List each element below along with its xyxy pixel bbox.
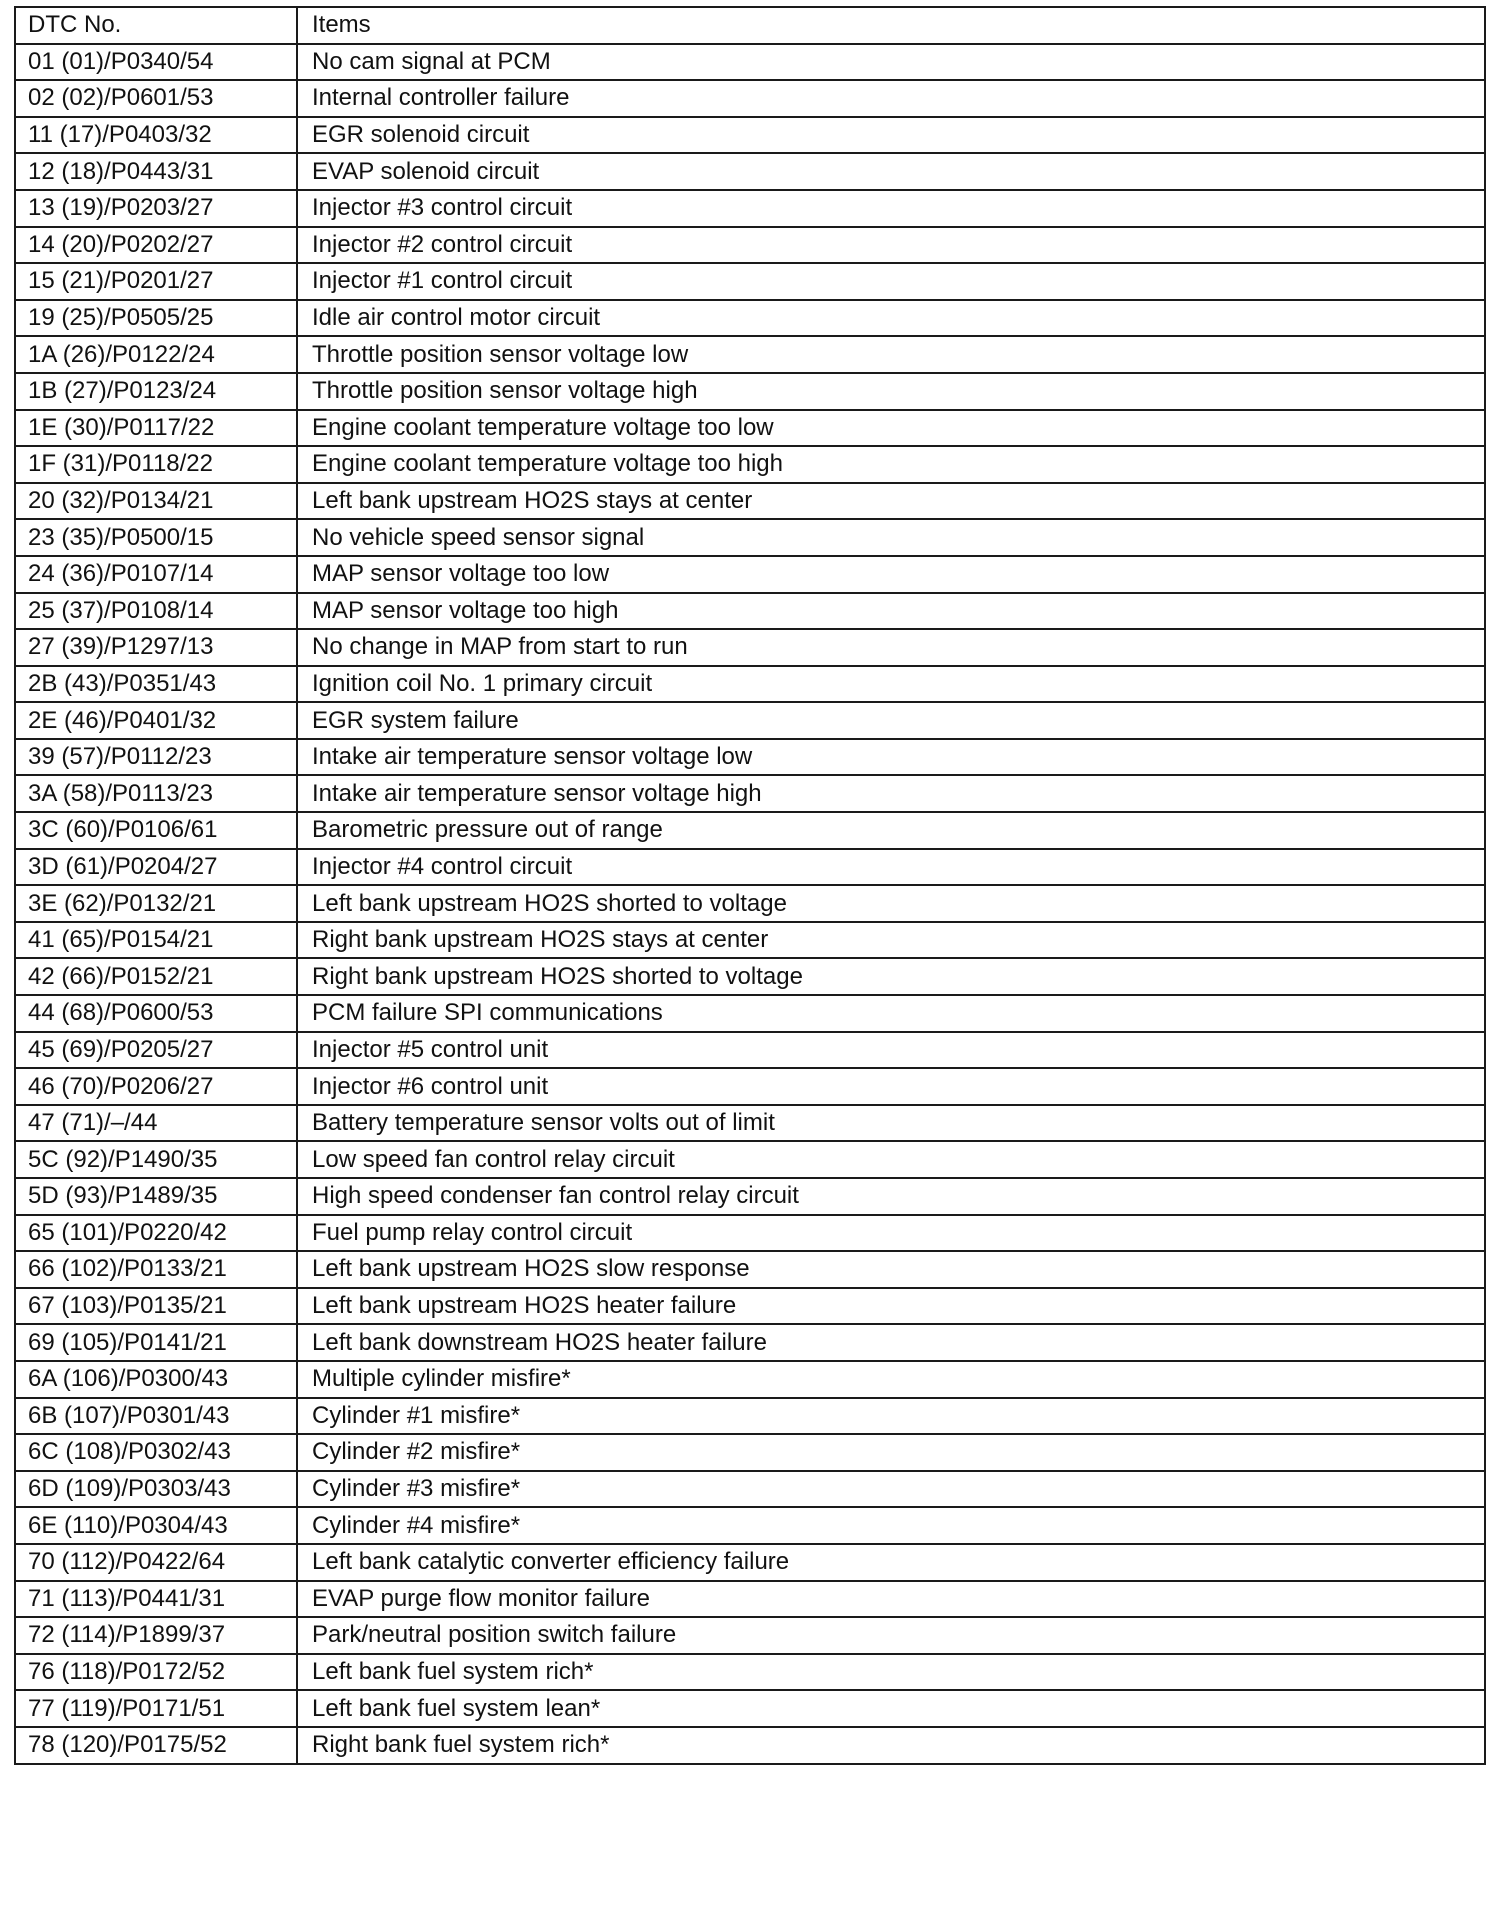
dtc-code-cell: 3C (60)/P0106/61	[15, 812, 297, 849]
dtc-item-cell: Low speed fan control relay circuit	[297, 1141, 1485, 1178]
dtc-code-cell: 42 (66)/P0152/21	[15, 958, 297, 995]
table-row	[15, 117, 1485, 154]
dtc-item-cell: Left bank catalytic converter efficiency failure	[297, 1544, 1485, 1581]
table-row	[15, 849, 1485, 886]
dtc-item-cell: EGR solenoid circuit	[297, 117, 1485, 154]
dtc-item-cell: EVAP solenoid circuit	[297, 153, 1485, 190]
table-row	[15, 739, 1485, 776]
table-row	[15, 885, 1485, 922]
dtc-code-cell: 65 (101)/P0220/42	[15, 1215, 297, 1252]
dtc-item-cell: Left bank downstream HO2S heater failure	[297, 1324, 1485, 1361]
dtc-code-cell: 13 (19)/P0203/27	[15, 190, 297, 227]
dtc-code-cell: 6E (110)/P0304/43	[15, 1507, 297, 1544]
dtc-item-cell: Ignition coil No. 1 primary circuit	[297, 666, 1485, 703]
dtc-code-cell: 24 (36)/P0107/14	[15, 556, 297, 593]
dtc-code-cell: 23 (35)/P0500/15	[15, 519, 297, 556]
dtc-item-cell: Right bank fuel system rich*	[297, 1727, 1485, 1764]
dtc-code-cell: 69 (105)/P0141/21	[15, 1324, 297, 1361]
dtc-item-cell: Right bank upstream HO2S shorted to voltage	[297, 958, 1485, 995]
table-header-row	[15, 7, 1485, 44]
dtc-item-cell: Throttle position sensor voltage high	[297, 373, 1485, 410]
dtc-code-cell: 12 (18)/P0443/31	[15, 153, 297, 190]
table-row	[15, 1727, 1485, 1764]
table-row	[15, 812, 1485, 849]
dtc-code-cell: 1B (27)/P0123/24	[15, 373, 297, 410]
dtc-code-cell: 2E (46)/P0401/32	[15, 702, 297, 739]
table-row	[15, 1617, 1485, 1654]
dtc-code-cell: 5C (92)/P1490/35	[15, 1141, 297, 1178]
dtc-code-cell: 44 (68)/P0600/53	[15, 995, 297, 1032]
table-row	[15, 1507, 1485, 1544]
dtc-code-cell: 1F (31)/P0118/22	[15, 446, 297, 483]
table-row	[15, 1581, 1485, 1618]
dtc-code-cell: 25 (37)/P0108/14	[15, 593, 297, 630]
header-dtc-no: DTC No.	[15, 7, 297, 44]
table-row	[15, 1361, 1485, 1398]
dtc-item-cell: No cam signal at PCM	[297, 44, 1485, 81]
dtc-code-cell: 77 (119)/P0171/51	[15, 1690, 297, 1727]
dtc-item-cell: Injector #4 control circuit	[297, 849, 1485, 886]
table-row	[15, 995, 1485, 1032]
table-row	[15, 446, 1485, 483]
dtc-item-cell: Left bank upstream HO2S slow response	[297, 1251, 1485, 1288]
table-row	[15, 1434, 1485, 1471]
dtc-item-cell: Left bank fuel system rich*	[297, 1654, 1485, 1691]
dtc-code-cell: 2B (43)/P0351/43	[15, 666, 297, 703]
dtc-code-cell: 15 (21)/P0201/27	[15, 263, 297, 300]
table-row	[15, 1215, 1485, 1252]
table-row	[15, 153, 1485, 190]
dtc-code-cell: 39 (57)/P0112/23	[15, 739, 297, 776]
dtc-code-cell: 19 (25)/P0505/25	[15, 300, 297, 337]
dtc-code-cell: 6D (109)/P0303/43	[15, 1471, 297, 1508]
dtc-item-cell: Cylinder #3 misfire*	[297, 1471, 1485, 1508]
table-row	[15, 1068, 1485, 1105]
dtc-item-cell: Left bank upstream HO2S stays at center	[297, 483, 1485, 520]
dtc-code-cell: 3A (58)/P0113/23	[15, 775, 297, 812]
dtc-item-cell: Cylinder #2 misfire*	[297, 1434, 1485, 1471]
dtc-item-cell: EVAP purge flow monitor failure	[297, 1581, 1485, 1618]
dtc-item-cell: Injector #3 control circuit	[297, 190, 1485, 227]
dtc-code-cell: 02 (02)/P0601/53	[15, 80, 297, 117]
table-row	[15, 373, 1485, 410]
dtc-code-cell: 6C (108)/P0302/43	[15, 1434, 297, 1471]
dtc-item-cell: Battery temperature sensor volts out of limit	[297, 1105, 1485, 1142]
table-row	[15, 1654, 1485, 1691]
dtc-item-cell: Right bank upstream HO2S stays at center	[297, 922, 1485, 959]
table-row	[15, 1324, 1485, 1361]
table-row	[15, 775, 1485, 812]
dtc-table	[14, 6, 1486, 1765]
dtc-item-cell: Left bank upstream HO2S heater failure	[297, 1288, 1485, 1325]
dtc-item-cell: EGR system failure	[297, 702, 1485, 739]
dtc-item-cell: PCM failure SPI communications	[297, 995, 1485, 1032]
dtc-item-cell: Intake air temperature sensor voltage low	[297, 739, 1485, 776]
dtc-item-cell: Cylinder #4 misfire*	[297, 1507, 1485, 1544]
dtc-code-cell: 3D (61)/P0204/27	[15, 849, 297, 886]
table-row	[15, 44, 1485, 81]
table-row	[15, 1544, 1485, 1581]
dtc-code-cell: 72 (114)/P1899/37	[15, 1617, 297, 1654]
dtc-item-cell: No change in MAP from start to run	[297, 629, 1485, 666]
dtc-item-cell: MAP sensor voltage too high	[297, 593, 1485, 630]
dtc-item-cell: Throttle position sensor voltage low	[297, 336, 1485, 373]
dtc-code-cell: 1E (30)/P0117/22	[15, 410, 297, 447]
dtc-code-cell: 76 (118)/P0172/52	[15, 1654, 297, 1691]
dtc-item-cell: Left bank upstream HO2S shorted to voltage	[297, 885, 1485, 922]
table-row	[15, 519, 1485, 556]
table-row	[15, 629, 1485, 666]
dtc-code-cell: 78 (120)/P0175/52	[15, 1727, 297, 1764]
dtc-code-cell: 46 (70)/P0206/27	[15, 1068, 297, 1105]
dtc-code-cell: 70 (112)/P0422/64	[15, 1544, 297, 1581]
dtc-code-cell: 14 (20)/P0202/27	[15, 227, 297, 264]
dtc-item-cell: Injector #6 control unit	[297, 1068, 1485, 1105]
dtc-item-cell: Barometric pressure out of range	[297, 812, 1485, 849]
dtc-item-cell: Cylinder #1 misfire*	[297, 1398, 1485, 1435]
dtc-code-cell: 11 (17)/P0403/32	[15, 117, 297, 154]
table-row	[15, 483, 1485, 520]
table-row	[15, 227, 1485, 264]
table-row	[15, 80, 1485, 117]
dtc-item-cell: Engine coolant temperature voltage too high	[297, 446, 1485, 483]
dtc-code-cell: 5D (93)/P1489/35	[15, 1178, 297, 1215]
dtc-code-cell: 20 (32)/P0134/21	[15, 483, 297, 520]
dtc-code-cell: 41 (65)/P0154/21	[15, 922, 297, 959]
header-items: Items	[297, 7, 1485, 44]
table-row	[15, 263, 1485, 300]
table-row	[15, 922, 1485, 959]
dtc-code-cell: 45 (69)/P0205/27	[15, 1032, 297, 1069]
dtc-item-cell: Injector #1 control circuit	[297, 263, 1485, 300]
table-row	[15, 556, 1485, 593]
dtc-table-container	[14, 6, 1484, 1765]
table-row	[15, 1178, 1485, 1215]
dtc-code-cell: 6B (107)/P0301/43	[15, 1398, 297, 1435]
dtc-code-cell: 27 (39)/P1297/13	[15, 629, 297, 666]
dtc-code-cell: 66 (102)/P0133/21	[15, 1251, 297, 1288]
dtc-code-cell: 67 (103)/P0135/21	[15, 1288, 297, 1325]
dtc-item-cell: Injector #5 control unit	[297, 1032, 1485, 1069]
dtc-item-cell: Internal controller failure	[297, 80, 1485, 117]
dtc-item-cell: Park/neutral position switch failure	[297, 1617, 1485, 1654]
dtc-code-cell: 6A (106)/P0300/43	[15, 1361, 297, 1398]
dtc-item-cell: Idle air control motor circuit	[297, 300, 1485, 337]
table-row	[15, 1251, 1485, 1288]
dtc-item-cell: High speed condenser fan control relay circuit	[297, 1178, 1485, 1215]
dtc-code-cell: 71 (113)/P0441/31	[15, 1581, 297, 1618]
dtc-item-cell: Injector #2 control circuit	[297, 227, 1485, 264]
table-row	[15, 336, 1485, 373]
table-row	[15, 1105, 1485, 1142]
table-row	[15, 1288, 1485, 1325]
dtc-item-cell: Multiple cylinder misfire*	[297, 1361, 1485, 1398]
table-row	[15, 702, 1485, 739]
table-row	[15, 1690, 1485, 1727]
dtc-table-body	[15, 7, 1485, 1764]
table-row	[15, 958, 1485, 995]
dtc-code-cell: 1A (26)/P0122/24	[15, 336, 297, 373]
dtc-item-cell: Left bank fuel system lean*	[297, 1690, 1485, 1727]
dtc-code-cell: 3E (62)/P0132/21	[15, 885, 297, 922]
table-row	[15, 410, 1485, 447]
table-row	[15, 593, 1485, 630]
dtc-item-cell: Fuel pump relay control circuit	[297, 1215, 1485, 1252]
dtc-item-cell: MAP sensor voltage too low	[297, 556, 1485, 593]
table-row	[15, 1141, 1485, 1178]
table-row	[15, 1398, 1485, 1435]
table-row	[15, 1032, 1485, 1069]
table-row	[15, 1471, 1485, 1508]
table-row	[15, 190, 1485, 227]
dtc-item-cell: Engine coolant temperature voltage too low	[297, 410, 1485, 447]
dtc-item-cell: No vehicle speed sensor signal	[297, 519, 1485, 556]
dtc-code-cell: 01 (01)/P0340/54	[15, 44, 297, 81]
dtc-code-cell: 47 (71)/–/44	[15, 1105, 297, 1142]
table-row	[15, 666, 1485, 703]
dtc-item-cell: Intake air temperature sensor voltage high	[297, 775, 1485, 812]
table-row	[15, 300, 1485, 337]
